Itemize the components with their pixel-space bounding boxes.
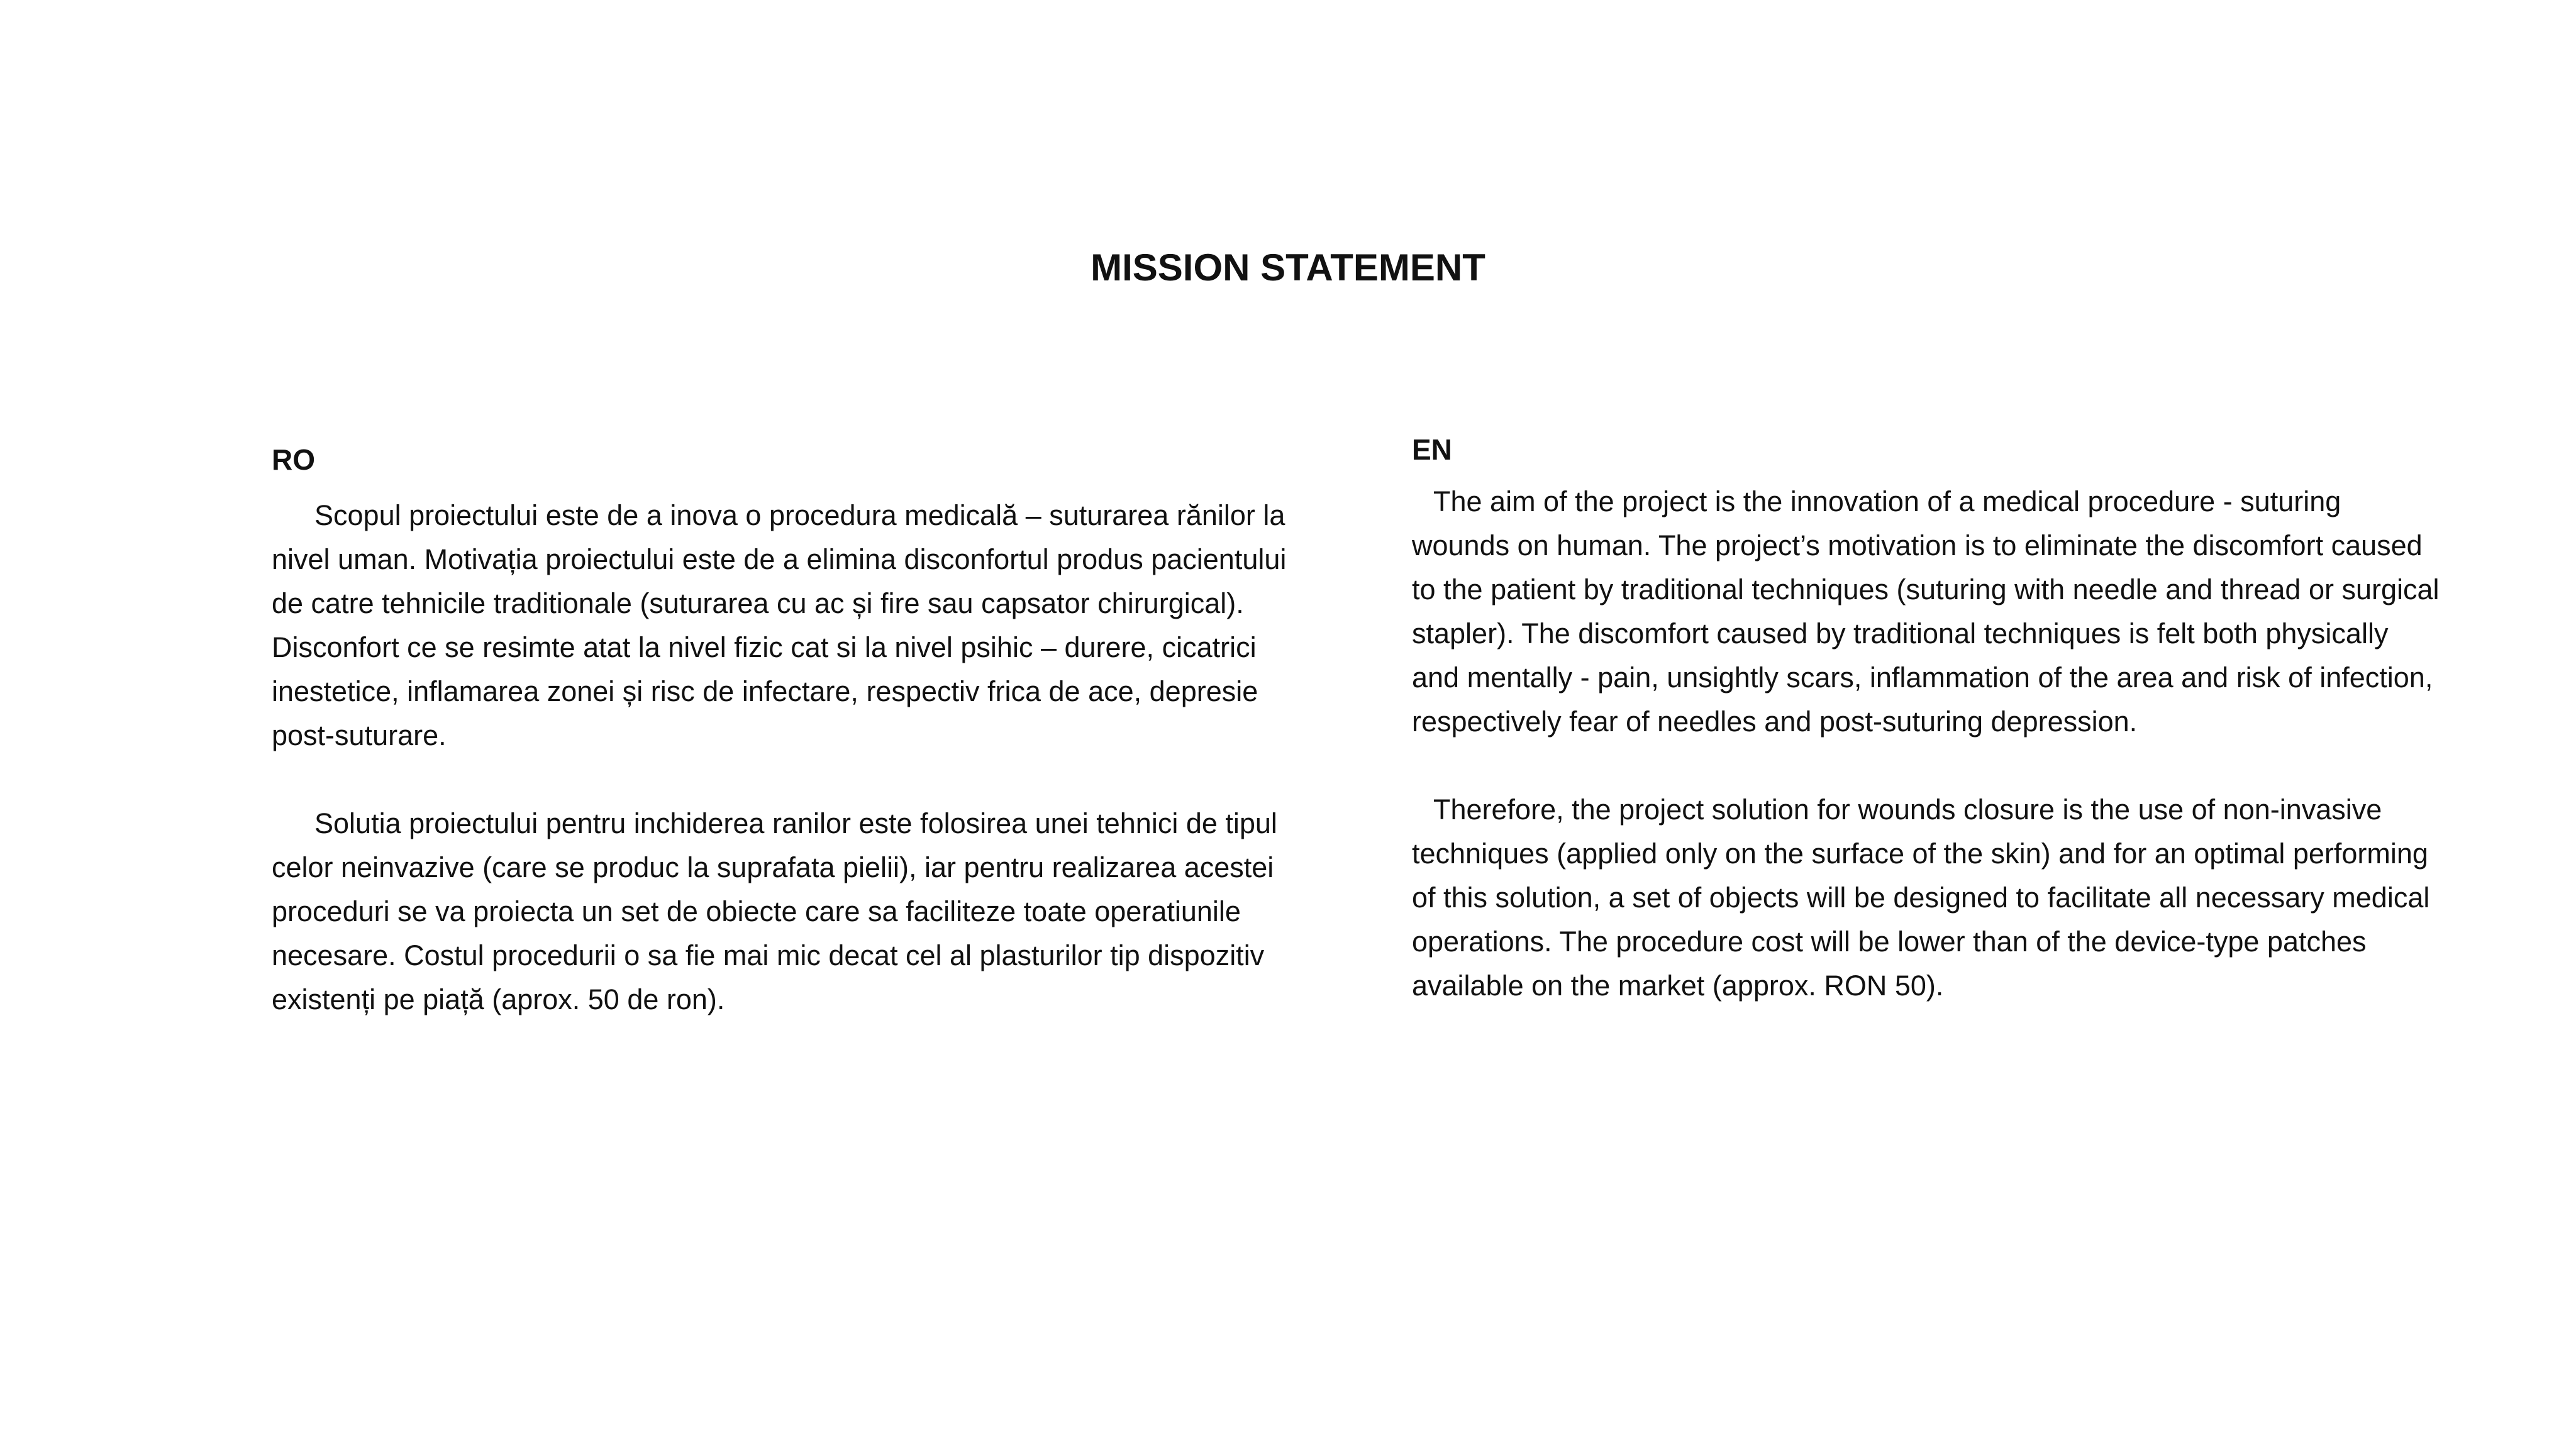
english-paragraph-1: The aim of the project is the innovation of a medical procedure - suturing wounds on human. The project’s motivation is to eliminate the discomfort caused to the patient by traditional techniques (suturing with needle and thread or surgical stapler). The discomfort caused by traditional techniques is felt both physically and mentally - pain, unsightly scars, inflammation of the area and risk of infection, respectively fear of needles and post-suturing depression.: [1412, 485, 2440, 738]
romanian-paragraph-1: Scopul proiectului este de a inova o procedura medicală – suturarea rănilor la nivel uman. Motivația proiectului este de a elimina disconfortul produs pacientului de catre tehnicile traditionale (suturarea cu ac și fire sau capsator chirurgical). Disconfort ce se resimte atat la nivel fizic cat si la nivel psihic – durere, cicatrici inestetice, inflamarea zonei și risc de infectare, respectiv frica de ace, depresie post-suturare.: [272, 499, 1287, 751]
romanian-section: [272, 442, 1303, 1022]
romanian-language-label: RO: [272, 443, 315, 476]
page-title: MISSION STATEMENT: [1091, 246, 1485, 289]
english-language-label: EN: [1412, 433, 1452, 466]
romanian-paragraph-2: Solutia proiectului pentru inchiderea ranilor este folosirea unei tehnici de tipul celor neinvazive (care se produc la suprafata pielii), iar pentru realizarea acestei proceduri se va proiecta un set de obiecte care sa faciliteze toate operatiunile necesare. Costul procedurii o sa fie mai mic decat cel al plasturilor tip dispozitiv existenți pe piață (aprox. 50 de ron).: [272, 807, 1277, 1015]
english-section: [1412, 432, 2443, 1008]
english-paragraph-2: Therefore, the project solution for wounds closure is the use of non-invasive techniques (applied only on the surface of the skin) and for an optimal performing of this solution, a set of objects will be designed to facilitate all necessary medical operations. The procedure cost will be lower than of the device-type patches available on the market (approx. RON 50).: [1412, 793, 2430, 1002]
